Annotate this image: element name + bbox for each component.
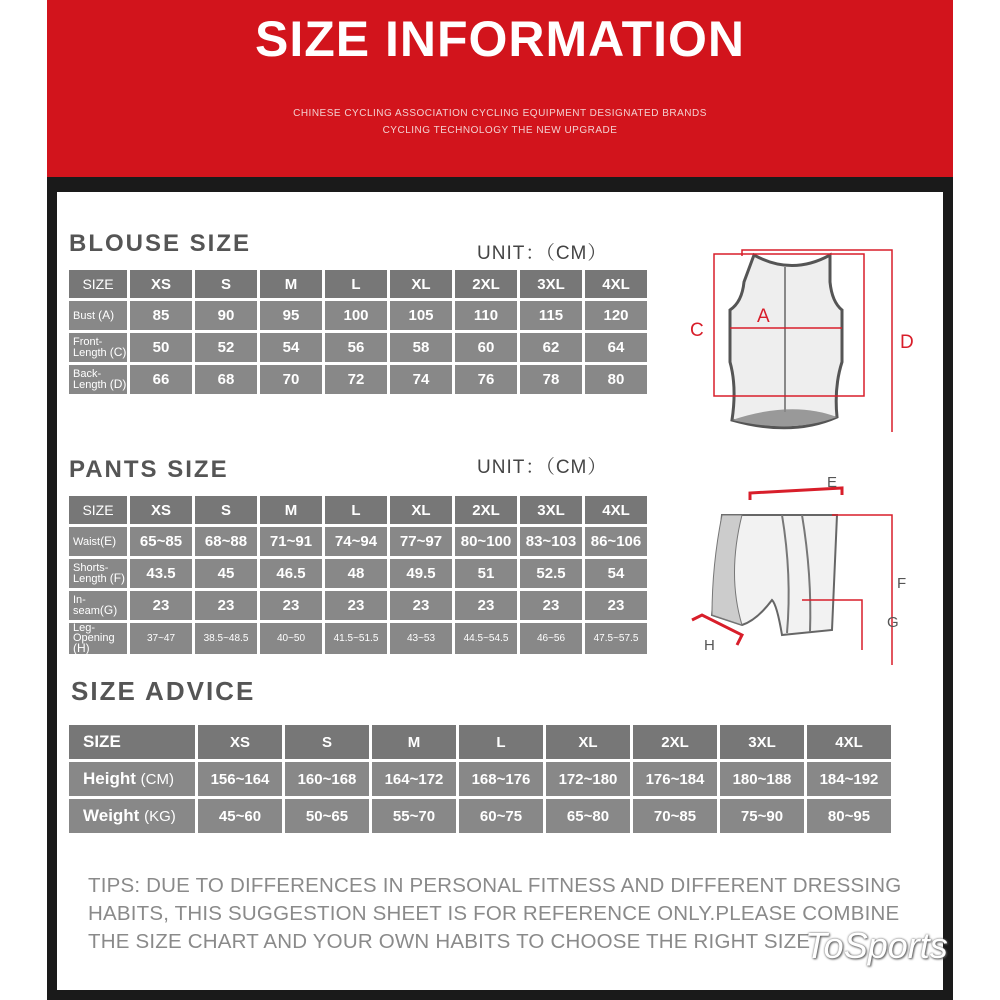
table-cell: 68 <box>195 365 257 394</box>
table-cell: 78 <box>520 365 582 394</box>
blouse-size-2xl: 2XL <box>455 270 517 298</box>
blouse-size-s: S <box>195 270 257 298</box>
blouse-unit: UNIT：（CM） <box>477 243 608 264</box>
pants-size-m: M <box>260 496 322 524</box>
table-cell: 176~184 <box>633 762 717 796</box>
label-g: G <box>887 614 899 631</box>
pants-size-label: SIZE <box>69 496 127 524</box>
table-cell: 180~188 <box>720 762 804 796</box>
row-label <box>69 559 127 588</box>
row-label-text: Leg-Opening <box>73 622 115 644</box>
header-banner <box>47 0 953 177</box>
advice-table <box>66 722 894 836</box>
advice-size-2xl: 2XL <box>633 725 717 759</box>
table-cell: 184~192 <box>807 762 891 796</box>
row-label <box>69 799 195 833</box>
table-cell: 38.5~48.5 <box>195 623 257 654</box>
table-cell: 75~90 <box>720 799 804 833</box>
row-label-tag: (A) <box>98 308 115 322</box>
advice-size-label: SIZE <box>69 725 195 759</box>
table-cell: 23 <box>390 591 452 620</box>
blouse-size-xs: XS <box>130 270 192 298</box>
row-label-text: Shorts-Length <box>73 562 109 585</box>
row-label <box>69 623 127 654</box>
table-cell: 41.5~51.5 <box>325 623 387 654</box>
watermark-logo: ToSports <box>805 925 948 966</box>
table-cell: 115 <box>520 301 582 330</box>
table-cell: 46.5 <box>260 559 322 588</box>
table-cell: 164~172 <box>372 762 456 796</box>
blouse-table <box>66 267 650 397</box>
pants-row-waist <box>69 527 647 556</box>
label-c: C <box>690 320 704 341</box>
table-cell: 110 <box>455 301 517 330</box>
table-cell: 50~65 <box>285 799 369 833</box>
blouse-title: BLOUSE SIZE <box>69 230 252 257</box>
row-label-unit: (CM) <box>140 771 174 788</box>
row-label <box>69 333 127 362</box>
table-cell: 60~75 <box>459 799 543 833</box>
blouse-header-row <box>69 270 647 298</box>
table-cell: 43~53 <box>390 623 452 654</box>
pants-size-3xl: 3XL <box>520 496 582 524</box>
pants-size-l: L <box>325 496 387 524</box>
table-cell: 65~85 <box>130 527 192 556</box>
table-cell: 95 <box>260 301 322 330</box>
tips-text: TIPS: DUE TO DIFFERENCES IN PERSONAL FITNESS AND DIFFERENT DRESSING HABITS, THIS SUGGESTION SHEET IS FOR REFERENCE ONLY.PLEASE COMBINE THE SIZE CHART AND YOUR OWN HABITS TO CHOOSE THE RIGHT SIZE <box>88 874 902 953</box>
table-cell: 86~106 <box>585 527 647 556</box>
table-cell: 54 <box>260 333 322 362</box>
blouse-size-3xl: 3XL <box>520 270 582 298</box>
table-cell: 65~80 <box>546 799 630 833</box>
advice-title: SIZE ADVICE <box>71 676 256 706</box>
header-subtitle-1: CHINESE CYCLING ASSOCIATION CYCLING EQUIPMENT DESIGNATED BRANDS <box>293 108 707 119</box>
row-label-tag: (H) <box>73 641 90 655</box>
row-label-text: Front-Length <box>73 336 107 359</box>
row-label-text: Weight <box>83 806 140 825</box>
table-cell: 80~100 <box>455 527 517 556</box>
table-cell: 52.5 <box>520 559 582 588</box>
table-cell: 160~168 <box>285 762 369 796</box>
row-label-tag: (F) <box>109 571 126 585</box>
content-panel <box>57 192 943 990</box>
row-label-unit: (KG) <box>144 808 176 825</box>
table-cell: 23 <box>130 591 192 620</box>
table-cell: 168~176 <box>459 762 543 796</box>
table-cell: 156~164 <box>198 762 282 796</box>
advice-size-xl: XL <box>546 725 630 759</box>
table-cell: 23 <box>325 591 387 620</box>
table-cell: 23 <box>195 591 257 620</box>
table-cell: 40~50 <box>260 623 322 654</box>
blouse-row-back-length <box>69 365 647 394</box>
row-label <box>69 762 195 796</box>
label-e: E <box>827 475 838 491</box>
blouse-size-m: M <box>260 270 322 298</box>
row-label-text: Bust <box>73 310 96 322</box>
table-cell: 45~60 <box>198 799 282 833</box>
table-cell: 47.5~57.5 <box>585 623 647 654</box>
blouse-row-front-length <box>69 333 647 362</box>
blouse-size-4xl: 4XL <box>585 270 647 298</box>
advice-size-4xl: 4XL <box>807 725 891 759</box>
advice-size-s: S <box>285 725 369 759</box>
table-cell: 172~180 <box>546 762 630 796</box>
pants-header-row <box>69 496 647 524</box>
table-cell: 52 <box>195 333 257 362</box>
table-cell: 71~91 <box>260 527 322 556</box>
row-label-tag: (E) <box>100 534 117 548</box>
table-cell: 85 <box>130 301 192 330</box>
vest-diagram <box>682 242 922 442</box>
table-cell: 83~103 <box>520 527 582 556</box>
table-cell: 49.5 <box>390 559 452 588</box>
advice-size-xs: XS <box>198 725 282 759</box>
advice-size-m: M <box>372 725 456 759</box>
table-cell: 72 <box>325 365 387 394</box>
table-cell: 37~47 <box>130 623 192 654</box>
table-cell: 77~97 <box>390 527 452 556</box>
pants-row-leg-opening <box>69 623 647 654</box>
pants-title: PANTS SIZE <box>69 456 229 483</box>
table-cell: 76 <box>455 365 517 394</box>
row-label-tag: (G) <box>99 603 118 617</box>
table-cell: 23 <box>520 591 582 620</box>
label-a: A <box>757 306 770 327</box>
table-cell: 62 <box>520 333 582 362</box>
pants-size-4xl: 4XL <box>585 496 647 524</box>
table-cell: 50 <box>130 333 192 362</box>
table-cell: 46~56 <box>520 623 582 654</box>
table-cell: 70~85 <box>633 799 717 833</box>
pants-size-2xl: 2XL <box>455 496 517 524</box>
label-f: F <box>897 575 907 592</box>
table-cell: 120 <box>585 301 647 330</box>
table-cell: 51 <box>455 559 517 588</box>
table-cell: 70 <box>260 365 322 394</box>
blouse-size-l: L <box>325 270 387 298</box>
table-cell: 23 <box>260 591 322 620</box>
label-h: H <box>704 637 715 654</box>
blouse-size-xl: XL <box>390 270 452 298</box>
advice-row-height <box>69 762 891 796</box>
table-cell: 43.5 <box>130 559 192 588</box>
row-label <box>69 527 127 556</box>
row-label-text: In-seam <box>73 594 100 617</box>
table-cell: 45 <box>195 559 257 588</box>
pants-size-s: S <box>195 496 257 524</box>
pants-size-xs: XS <box>130 496 192 524</box>
pants-unit: UNIT：（CM） <box>477 457 608 478</box>
pants-row-shorts-length <box>69 559 647 588</box>
row-label <box>69 591 127 620</box>
table-cell: 90 <box>195 301 257 330</box>
row-label-text: Back-Length <box>73 368 107 391</box>
table-cell: 56 <box>325 333 387 362</box>
table-cell: 68~88 <box>195 527 257 556</box>
table-cell: 74 <box>390 365 452 394</box>
table-cell: 60 <box>455 333 517 362</box>
row-label-text: Waist <box>73 536 101 548</box>
row-label-tag: (C) <box>109 345 127 359</box>
pants-table <box>66 493 650 657</box>
row-label-tag: (D) <box>109 377 127 391</box>
table-cell: 74~94 <box>325 527 387 556</box>
shorts-diagram <box>682 475 922 665</box>
table-cell: 105 <box>390 301 452 330</box>
label-d: D <box>900 332 914 353</box>
page-title: SIZE INFORMATION <box>254 11 746 67</box>
table-cell: 23 <box>585 591 647 620</box>
table-cell: 23 <box>455 591 517 620</box>
table-cell: 80 <box>585 365 647 394</box>
table-cell: 55~70 <box>372 799 456 833</box>
row-label <box>69 365 127 394</box>
blouse-size-label: SIZE <box>69 270 127 298</box>
table-cell: 100 <box>325 301 387 330</box>
table-cell: 80~95 <box>807 799 891 833</box>
table-cell: 58 <box>390 333 452 362</box>
row-label <box>69 301 127 330</box>
table-cell: 54 <box>585 559 647 588</box>
advice-size-3xl: 3XL <box>720 725 804 759</box>
table-cell: 48 <box>325 559 387 588</box>
blouse-row-bust <box>69 301 647 330</box>
advice-size-l: L <box>459 725 543 759</box>
header-subtitle-2: CYCLING TECHNOLOGY THE NEW UPGRADE <box>382 125 618 136</box>
table-cell: 66 <box>130 365 192 394</box>
advice-header-row <box>69 725 891 759</box>
advice-row-weight <box>69 799 891 833</box>
pants-size-xl: XL <box>390 496 452 524</box>
row-label-text: Height <box>83 769 136 788</box>
pants-row-in-seam <box>69 591 647 620</box>
table-cell: 44.5~54.5 <box>455 623 517 654</box>
table-cell: 64 <box>585 333 647 362</box>
